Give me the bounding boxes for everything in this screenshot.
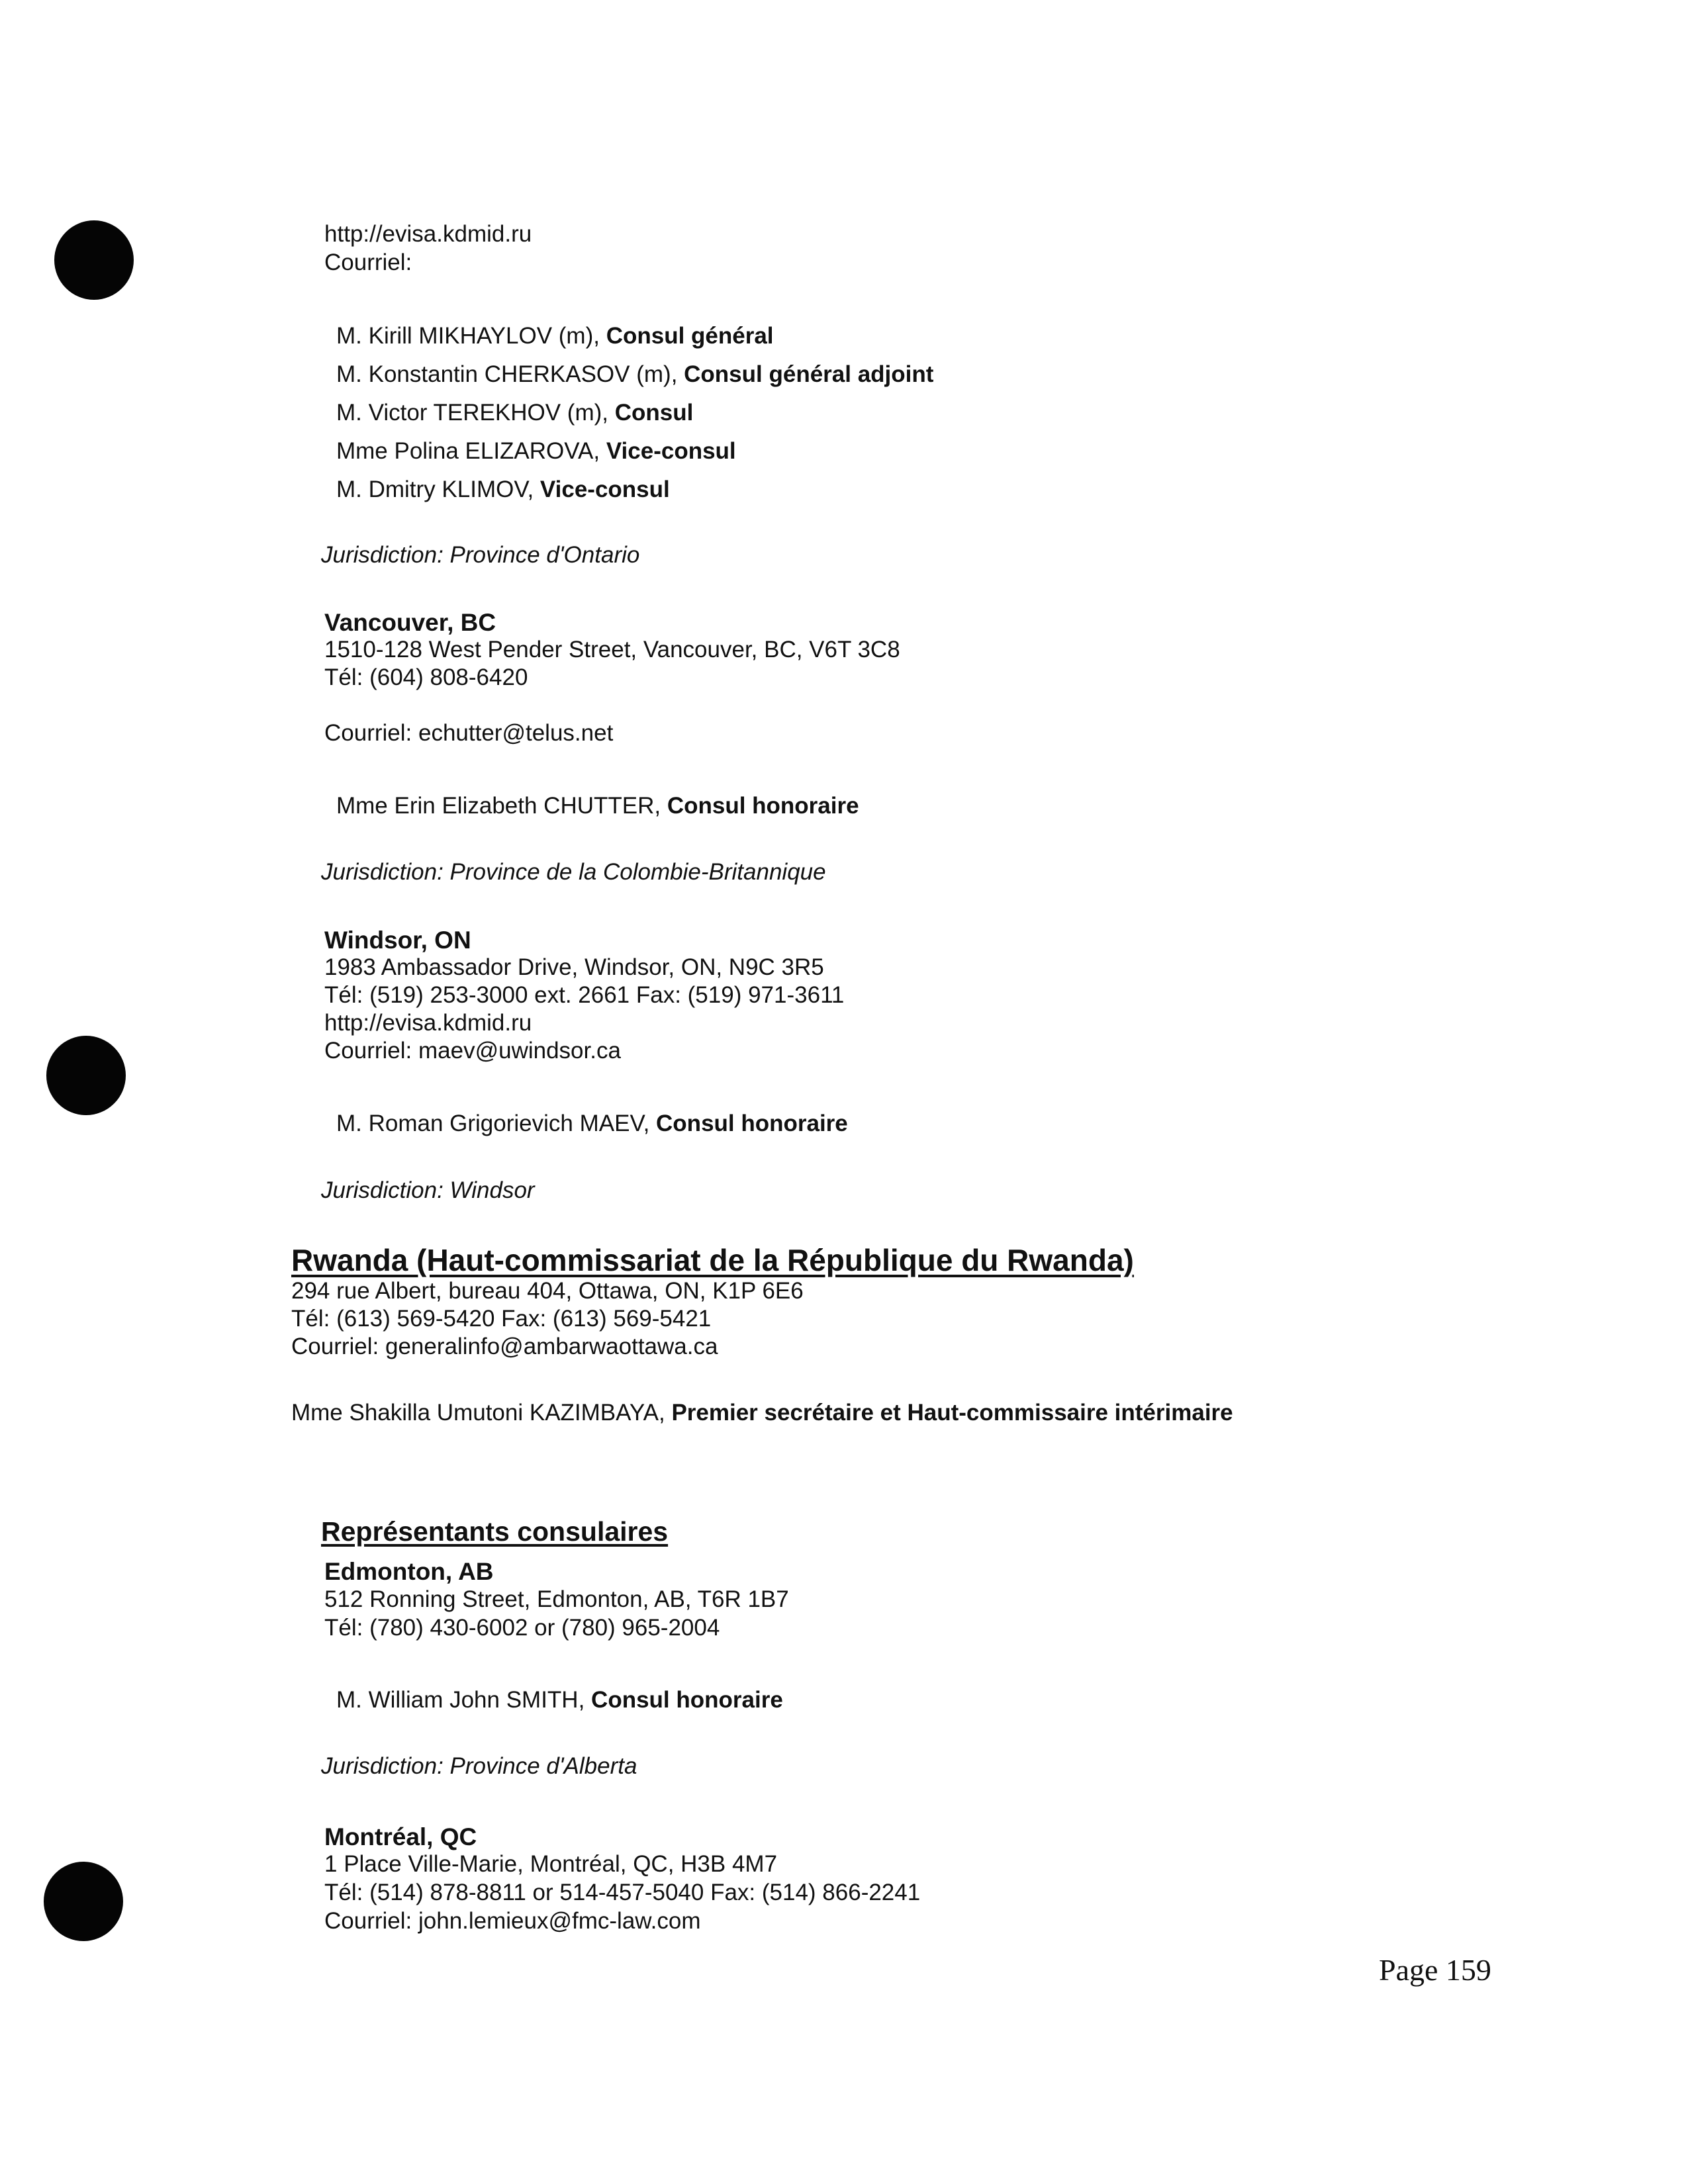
russia-url: http://evisa.kdmid.ru	[324, 221, 532, 247]
jurisdiction-alberta: Jurisdiction: Province d'Alberta	[321, 1753, 637, 1779]
edmonton-consul	[336, 1686, 783, 1715]
city-heading-windsor: Windsor, ON	[324, 927, 471, 954]
rwanda-email: Courriel: generalinfo@ambarwaottawa.ca	[291, 1334, 718, 1359]
section-heading-consular: Représentants consulaires	[321, 1516, 669, 1547]
jurisdiction-windsor: Jurisdiction: Windsor	[321, 1177, 535, 1203]
windsor-address: 1983 Ambassador Drive, Windsor, ON, N9C 3R5	[324, 954, 824, 980]
person-name: Mme Shakilla Umutoni KAZIMBAYA,	[291, 1400, 672, 1426]
montreal-address: 1 Place Ville-Marie, Montréal, QC, H3B 4M7	[324, 1851, 778, 1877]
staff-title: Consul général	[606, 323, 774, 349]
jurisdiction-ontario: Jurisdiction: Province d'Ontario	[321, 542, 640, 568]
person-title: Consul honoraire	[667, 793, 859, 819]
country-heading-rwanda: Rwanda (Haut-commissariat de la République du Rwanda)	[291, 1243, 1134, 1277]
edmonton-phone: Tél: (780) 430-6002 or (780) 965-2004	[324, 1615, 720, 1641]
windsor-consul	[336, 1110, 848, 1138]
binder-hole-middle	[46, 1036, 126, 1115]
person-name: Mme Erin Elizabeth CHUTTER,	[336, 793, 667, 819]
binder-hole-bottom	[44, 1862, 123, 1941]
rwanda-address: 294 rue Albert, bureau 404, Ottawa, ON, K1P 6E6	[291, 1278, 804, 1304]
edmonton-address: 512 Ronning Street, Edmonton, AB, T6R 1B7	[324, 1586, 789, 1612]
binder-hole-top	[54, 220, 134, 300]
city-heading-vancouver: Vancouver, BC	[324, 609, 496, 636]
person-name: M. William John SMITH,	[336, 1687, 592, 1713]
staff-title: Consul	[614, 400, 694, 426]
rwanda-phone: Tél: (613) 569-5420 Fax: (613) 569-5421	[291, 1306, 712, 1332]
person-title: Consul honoraire	[656, 1111, 848, 1136]
person-title: Premier secrétaire et Haut-commissaire intérimaire	[671, 1400, 1233, 1426]
staff-name: M. Dmitry KLIMOV,	[336, 477, 540, 502]
person-title: Consul honoraire	[591, 1687, 783, 1713]
staff-name: M. Victor TEREKHOV (m),	[336, 400, 615, 426]
vancouver-phone: Tél: (604) 808-6420	[324, 664, 528, 690]
staff-line	[336, 361, 933, 389]
vancouver-email: Courriel: echutter@telus.net	[324, 720, 614, 746]
windsor-phone: Tél: (519) 253-3000 ext. 2661 Fax: (519) 971-3611	[324, 982, 845, 1008]
windsor-email: Courriel: maev@uwindsor.ca	[324, 1038, 621, 1064]
rwanda-head-of-mission	[291, 1399, 1233, 1428]
staff-title: Vice-consul	[606, 438, 736, 464]
montreal-phone: Tél: (514) 878-8811 or 514-457-5040 Fax: (514) 866-2241	[324, 1880, 921, 1905]
vancouver-address: 1510-128 West Pender Street, Vancouver, BC, V6T 3C8	[324, 637, 900, 662]
montreal-email: Courriel: john.lemieux@fmc-law.com	[324, 1908, 701, 1934]
city-heading-edmonton: Edmonton, AB	[324, 1558, 494, 1585]
vancouver-consul	[336, 792, 859, 821]
staff-line	[336, 322, 774, 351]
person-name: M. Roman Grigorievich MAEV,	[336, 1111, 657, 1136]
jurisdiction-bc: Jurisdiction: Province de la Colombie-Britannique	[321, 859, 826, 885]
russia-email-label: Courriel:	[324, 250, 412, 275]
staff-line	[336, 476, 670, 504]
staff-name: M. Kirill MIKHAYLOV (m),	[336, 323, 606, 349]
windsor-url: http://evisa.kdmid.ru	[324, 1010, 532, 1036]
staff-name: Mme Polina ELIZAROVA,	[336, 438, 606, 464]
page-number: Page 159	[1379, 1953, 1491, 1987]
staff-name: M. Konstantin CHERKASOV (m),	[336, 361, 684, 387]
staff-title: Vice-consul	[539, 477, 670, 502]
staff-title: Consul général adjoint	[684, 361, 934, 387]
staff-line	[336, 399, 693, 428]
city-heading-montreal: Montréal, QC	[324, 1823, 477, 1850]
staff-line	[336, 437, 736, 466]
